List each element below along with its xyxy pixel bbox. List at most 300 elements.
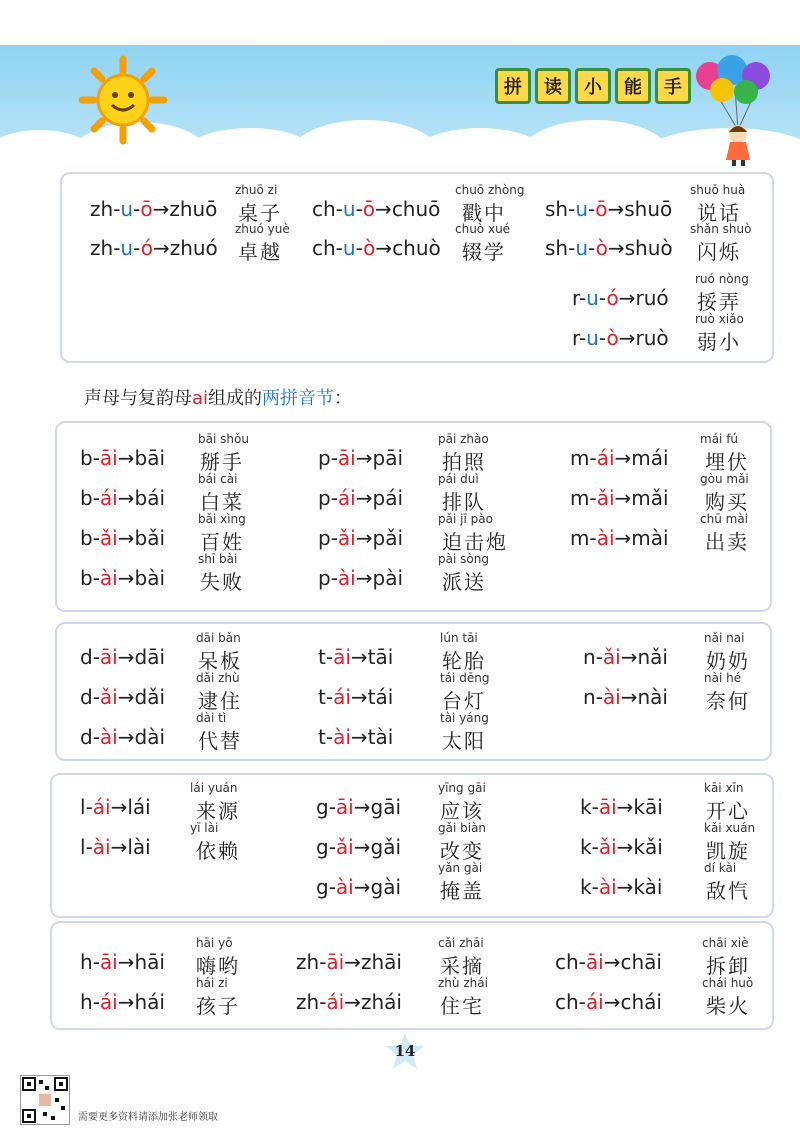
pinyin-part: p [318,446,331,470]
word-pinyin-annotation: pǎi jī pào [438,512,493,526]
pinyin-part: lài [127,835,151,859]
word-pinyin-annotation: zhuó yuè [235,222,290,236]
word-pinyin-annotation: pāi zhào [438,432,489,446]
pinyin-part: tài [367,725,394,749]
pinyin-part: t [318,685,326,709]
pinyin-part: mǎi [631,486,669,510]
word-pinyin-annotation: yǎn gài [438,861,483,875]
pinyin-part: ǎi [99,685,118,709]
section-title [84,384,352,410]
pinyin-part: → [375,197,392,221]
pinyin-part: ài [92,835,111,859]
pinyin-part: bāi [134,446,166,470]
pinyin-part: pǎi [372,526,404,550]
pinyin-part: nài [637,685,668,709]
pinyin-part: - [578,326,587,350]
word-pinyin-annotation: dǎi zhù [196,671,240,685]
pinyin-spelling [580,795,663,819]
chinese-word: 代替 [198,729,242,753]
pinyin-spelling [572,286,669,310]
word-pinyin-annotation: chuò xué [455,222,511,236]
pinyin-part: → [353,835,371,859]
pinyin-part: nǎi [637,645,668,669]
syllable-entry [0,472,800,512]
word-pinyin-annotation: zhuō zi [235,183,278,197]
pinyin-part: gǎi [370,835,402,859]
pinyin-part: - [92,950,100,974]
pinyin-part: ò [363,236,376,260]
pinyin-part: u [120,236,134,260]
pinyin-part: → [117,645,135,669]
pinyin-part: ó [606,286,619,310]
syllable-entry [0,821,800,861]
word-pinyin-annotation: pái duì [438,472,479,486]
chinese-word: 孩子 [196,994,240,1018]
chinese-word: 挼弄 [697,290,741,314]
word-pinyin-annotation: tái dēng [440,671,490,685]
word-pinyin-annotation: bāi shǒu [198,432,249,446]
word-pinyin-annotation: hāi yō [196,936,233,950]
word-pinyin-annotation: lún tāi [440,631,478,645]
chinese-word: 改变 [440,839,484,863]
pinyin-part: ruó [635,286,669,310]
pinyin-part: p [318,526,331,550]
word-pinyin-annotation: ruó nòng [695,272,749,286]
pinyin-part: m [570,526,590,550]
pinyin-part: p [318,486,331,510]
pinyin-part: - [595,645,603,669]
pinyin-part: ǎi [596,486,615,510]
pinyin-spelling [583,685,668,709]
pinyin-part: ǎi [99,526,118,550]
pinyin-part: - [92,446,100,470]
pinyin-part: ài [602,685,621,709]
pinyin-spelling [583,645,668,669]
pinyin-part: ái [92,795,111,819]
pinyin-part: āi [598,795,617,819]
pinyin-part: - [330,566,338,590]
word-pinyin-annotation: shī bài [198,552,238,566]
pinyin-part: → [117,526,135,550]
pinyin-part: m [570,446,590,470]
word-pinyin-annotation: hái zi [196,976,228,990]
word-pinyin-annotation: cǎi zhāi [438,936,484,950]
pinyin-part: - [92,685,100,709]
pinyin-part: - [92,990,100,1014]
pinyin-part: chái [620,990,662,1014]
pinyin-part: → [117,446,135,470]
pinyin-part: dài [134,725,166,749]
word-pinyin-annotation: dí kài [704,861,737,875]
pinyin-part: → [620,645,638,669]
title-char: 小 [575,68,611,104]
pinyin-part: zhuō [169,197,218,221]
chinese-word: 卓越 [238,240,282,264]
chinese-word: 失败 [200,570,244,594]
pinyin-part: g [316,835,329,859]
pinyin-part: → [353,875,371,899]
pinyin-part: hāi [134,950,165,974]
pinyin-part: m [570,486,590,510]
pinyin-part: → [152,197,170,221]
syllable-entry [0,936,800,976]
pinyin-part: l [80,835,86,859]
pinyin-part: - [330,486,338,510]
pinyin-part: ài [335,875,354,899]
word-pinyin-annotation: shǎn shuò [690,222,752,236]
pinyin-part: - [589,486,597,510]
pinyin-spelling [318,725,393,749]
pinyin-part: → [344,990,361,1014]
pinyin-part: h [80,950,93,974]
pinyin-part: → [603,990,621,1014]
pinyin-part: dǎi [134,685,166,709]
pinyin-part: mái [631,446,669,470]
word-pinyin-annotation: chuō zhòng [455,183,525,197]
pinyin-part: lái [127,795,151,819]
pinyin-part: - [92,486,100,510]
pinyin-part: - [133,236,141,260]
chinese-word: 桌子 [238,201,282,225]
syllable-entry [0,631,800,671]
pinyin-part: zhāi [360,950,402,974]
chinese-word: 百姓 [200,530,244,554]
pinyin-part: zhái [360,990,402,1014]
pinyin-part: āi [585,950,604,974]
chinese-word: 太阳 [442,729,486,753]
pinyin-part: - [589,526,597,550]
pinyin-part: - [568,197,576,221]
pinyin-part: → [614,486,632,510]
pinyin-part: zh [90,197,114,221]
chinese-word: 住宅 [440,994,484,1018]
pinyin-part: → [353,795,371,819]
word-pinyin-annotation: gòu mǎi [700,472,749,486]
pinyin-part: k [580,795,592,819]
pinyin-part: shuō [624,197,673,221]
chinese-word: 拍照 [442,450,486,474]
pinyin-part: - [113,236,121,260]
chinese-word: 派送 [442,570,486,594]
word-pinyin-annotation: kāi xīn [704,781,744,795]
pinyin-part: ái [585,990,604,1014]
pinyin-part: āi [333,645,351,669]
pinyin-part: n [583,685,596,709]
word-pinyin-annotation: lái yuán [190,781,238,795]
syllable-entry [0,552,800,592]
pinyin-part: bái [134,486,166,510]
word-pinyin-annotation: chái huǒ [702,976,754,990]
chinese-word: 说话 [697,201,741,225]
word-pinyin-annotation: dāi bǎn [196,631,241,645]
word-pinyin-annotation: nài hé [704,671,742,685]
chinese-word: 轮胎 [442,649,486,673]
pinyin-part: → [152,236,170,260]
pinyin-part: ài [99,566,118,590]
pinyin-spelling [318,566,403,590]
pinyin-spelling [545,197,672,221]
pinyin-spelling [580,875,662,899]
pinyin-part: ch [312,197,336,221]
pinyin-part: - [330,446,338,470]
pinyin-part: - [578,990,586,1014]
pinyin-part: chuō [391,197,441,221]
section-title-part: ： [334,388,353,409]
pinyin-part: → [355,486,373,510]
star-icon [385,1032,425,1072]
pinyin-part: t [318,645,326,669]
pinyin-part: - [92,526,100,550]
pinyin-part: ài [337,566,356,590]
pinyin-part: ǎi [337,526,356,550]
pinyin-part: l [80,795,86,819]
pinyin-part: kài [633,875,663,899]
pinyin-part: āi [326,950,345,974]
syllable-entry [0,781,800,821]
pinyin-part: zh [90,236,114,260]
chinese-word: 排队 [442,490,486,514]
title-char: 拼 [495,68,531,104]
pinyin-part: - [588,236,596,260]
pinyin-part: - [133,197,141,221]
word-pinyin-annotation: tài yáng [440,711,489,725]
syllable-entry [0,861,800,901]
pinyin-part: pāi [372,446,404,470]
chinese-word: 埋伏 [705,450,749,474]
pinyin-part: u [586,286,599,310]
pinyin-part: - [92,725,100,749]
pinyin-part: d [80,725,93,749]
chinese-word: 购买 [705,490,749,514]
pinyin-part: ò [595,236,608,260]
pinyin-part: → [355,446,373,470]
pinyin-part: - [335,197,343,221]
pinyin-part: - [113,197,121,221]
pinyin-part: - [578,286,587,310]
word-pinyin-annotation: yī lài [190,821,219,835]
pinyin-part: → [616,795,634,819]
chinese-word: 敌忾 [706,879,750,903]
pinyin-part: k [580,875,592,899]
chinese-word: 呆板 [198,649,242,673]
pinyin-part: → [350,725,368,749]
chinese-word: 开心 [706,799,750,823]
syllable-entry [0,312,800,352]
pinyin-part: āi [335,795,354,819]
pinyin-part: ài [596,526,615,550]
word-pinyin-annotation: shuō huà [690,183,746,197]
pinyin-part: - [85,835,93,859]
pinyin-part: → [614,526,632,550]
section-title-part: 声母与复韵母 [84,388,192,409]
pinyin-part: ái [99,486,118,510]
pinyin-part: - [355,236,364,260]
pinyin-part: ō [140,197,153,221]
chinese-word: 凯旋 [706,839,750,863]
pinyin-part: k [580,835,592,859]
chinese-word: 白菜 [200,490,244,514]
syllable-entry [0,432,800,472]
pinyin-part: chuò [392,236,441,260]
pinyin-part: u [575,236,589,260]
syllable-entry [0,183,800,223]
pinyin-part: → [603,950,621,974]
pinyin-part: tāi [367,645,394,669]
pinyin-part: ái [333,685,351,709]
pinyin-part: ō [595,197,608,221]
pinyin-part: → [110,835,128,859]
pinyin-part: → [616,835,634,859]
pinyin-part: → [350,685,368,709]
chinese-word: 掰手 [200,450,244,474]
pinyin-part: - [330,526,338,550]
chinese-word: 弱小 [697,330,741,354]
pinyin-part: āi [99,950,118,974]
pinyin-part: āi [337,446,356,470]
pinyin-part: - [355,197,363,221]
pinyin-part: - [568,236,576,260]
pinyin-part: - [578,950,586,974]
pinyin-part: gāi [370,795,402,819]
syllable-entry [0,512,800,552]
chinese-word: 奶奶 [706,649,750,673]
pinyin-part: u [342,197,356,221]
pinyin-spelling [570,526,669,550]
pinyin-part: zh [296,990,320,1014]
pinyin-part: ǎi [335,835,354,859]
pinyin-part: ái [596,446,615,470]
pinyin-part: p [318,566,331,590]
pinyin-part: - [325,725,334,749]
pinyin-part: - [328,795,336,819]
pinyin-spelling [580,835,663,859]
pinyin-part: - [591,875,599,899]
word-pinyin-annotation: chāi xiè [702,936,749,950]
pinyin-part: zh [296,950,320,974]
pinyin-part: ǎi [602,645,621,669]
pinyin-part: - [591,795,599,819]
chinese-word: 应该 [440,799,484,823]
pinyin-part: sh [545,236,569,260]
pinyin-part: g [316,875,329,899]
qr-code-icon [20,1075,70,1125]
pinyin-part: u [586,326,599,350]
chinese-word: 奈何 [706,689,750,713]
chinese-word: 戳中 [462,201,506,225]
section-title-part: 组成的 [208,388,263,409]
sun-icon [78,55,168,145]
syllable-entry [0,976,800,1016]
title-char: 读 [535,68,571,104]
page-title-badge [495,68,691,104]
pinyin-part: āi [99,645,118,669]
pinyin-part: → [117,950,135,974]
pinyin-part: t [318,725,326,749]
pinyin-part: ch [312,236,336,260]
pinyin-part: chāi [620,950,662,974]
pinyin-part: r [572,326,579,350]
balloon-girl-icon [680,48,780,168]
pinyin-part: gài [370,875,402,899]
chinese-word: 闪烁 [697,240,741,264]
pinyin-part: sh [545,197,569,221]
chinese-word: 依赖 [196,839,240,863]
pinyin-spelling [545,236,673,260]
chinese-word: 采摘 [440,954,484,978]
pinyin-part: - [319,990,327,1014]
word-pinyin-annotation: dài tì [196,711,227,725]
pinyin-spelling [555,950,662,974]
pinyin-part: d [80,645,93,669]
title-char: 能 [615,68,651,104]
pinyin-part: āi [99,446,118,470]
word-pinyin-annotation: mái fú [700,432,739,446]
page-number: 14 [394,1042,416,1060]
syllable-entry [0,711,800,751]
pinyin-part: kǎi [633,835,663,859]
pinyin-part: - [588,197,596,221]
pinyin-part: → [607,236,625,260]
word-pinyin-annotation: yīng gāi [438,781,486,795]
section-title-part: ai [192,388,209,409]
pinyin-part: → [618,326,636,350]
pinyin-part: ái [99,990,118,1014]
pinyin-part: ài [99,725,118,749]
pinyin-part: u [342,236,356,260]
pinyin-part: ch [555,990,579,1014]
word-pinyin-annotation: nǎi nai [704,631,745,645]
chinese-word: 嗨哟 [196,954,240,978]
pinyin-part: r [572,286,579,310]
word-pinyin-annotation: ruò xiǎo [695,312,744,326]
pinyin-part: n [583,645,596,669]
pinyin-part: ái [337,486,356,510]
pinyin-part: shuò [624,236,673,260]
pinyin-part: pài [372,566,404,590]
pinyin-part: b [80,566,93,590]
pinyin-part: d [80,685,93,709]
word-pinyin-annotation: bái cài [198,472,238,486]
pinyin-part: → [355,566,373,590]
pinyin-part: u [575,197,589,221]
pinyin-part: - [598,286,607,310]
pinyin-spelling [570,446,669,470]
section-title-part: 两拼音节 [262,388,335,409]
chinese-word: 来源 [196,799,240,823]
chinese-word: 出卖 [705,530,749,554]
pinyin-part: - [92,566,100,590]
pinyin-part: mài [631,526,669,550]
pinyin-part: - [325,685,334,709]
chinese-word: 台灯 [442,689,486,713]
pinyin-part: u [120,197,134,221]
chinese-word: 迫击炮 [442,530,508,554]
pinyin-part: ch [555,950,579,974]
footer-note: 需要更多资料请添加张老师领取 [78,1112,218,1123]
pinyin-part: g [316,795,329,819]
pinyin-part: b [80,486,93,510]
word-pinyin-annotation: kǎi xuán [704,821,756,835]
pinyin-part: ài [598,875,617,899]
pinyin-part: → [614,446,632,470]
pinyin-part: - [589,446,597,470]
title-char: 手 [655,68,691,104]
pinyin-part: → [350,645,368,669]
word-pinyin-annotation: zhù zhái [438,976,488,990]
chinese-word: 拆卸 [706,954,750,978]
pinyin-spelling [572,326,669,350]
pinyin-part: bǎi [134,526,166,550]
